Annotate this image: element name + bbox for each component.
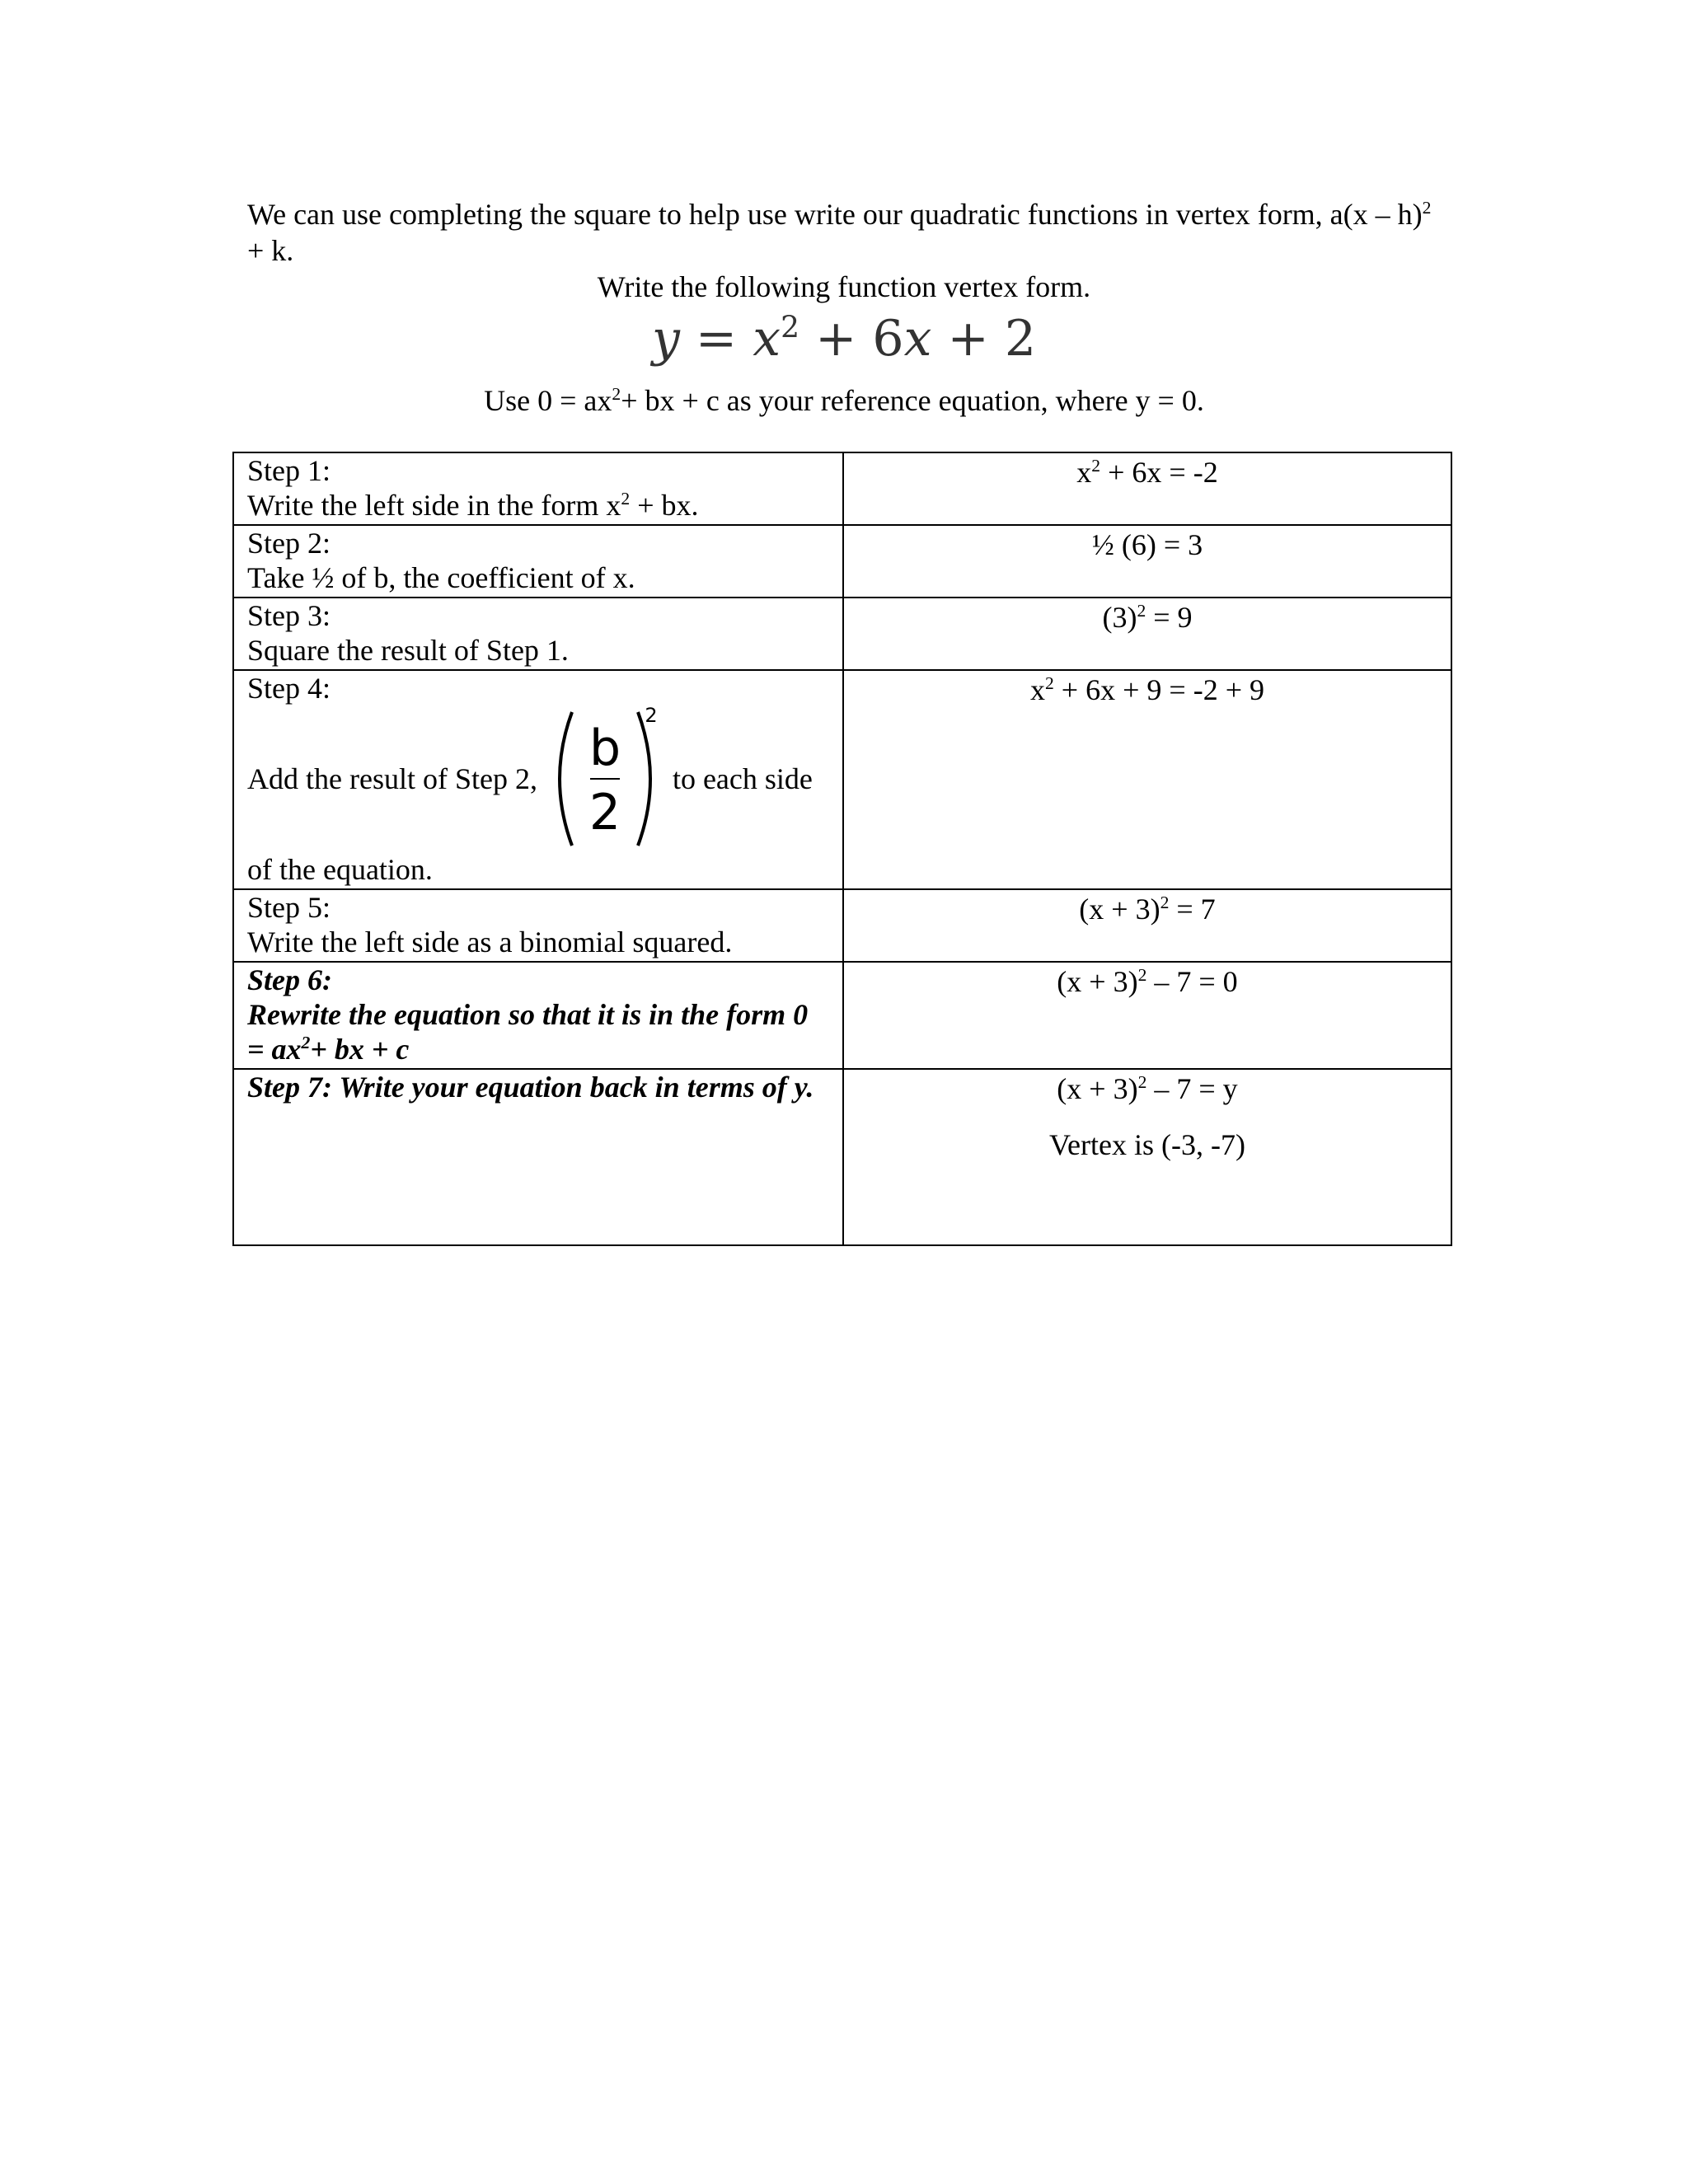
step-text: Write the left side in the form x bbox=[247, 489, 621, 522]
result-exponent: 2 bbox=[1137, 1072, 1147, 1093]
fraction-line bbox=[247, 705, 829, 852]
result-text-end: = 9 bbox=[1146, 601, 1193, 634]
step-text: Write the left side as a binomial squared. bbox=[247, 926, 733, 958]
table-row bbox=[233, 1069, 1451, 1245]
step-title: Step 7: Write your equation back in terms of y. bbox=[247, 1071, 814, 1104]
result-text: (3) bbox=[1102, 601, 1137, 634]
function-equation bbox=[0, 307, 1688, 371]
step-text: Rewrite the equation so that it is in the form 0 = ax bbox=[247, 998, 809, 1066]
eq-x2: x bbox=[903, 310, 932, 368]
result-text-end: + 6x + 9 = -2 + 9 bbox=[1053, 673, 1264, 706]
step-exponent: 2 bbox=[621, 489, 631, 509]
reference-after: + bx + c as your reference equation, where y = 0. bbox=[621, 384, 1204, 417]
step-text-end: to each side bbox=[672, 762, 813, 795]
result-exponent: 2 bbox=[1091, 456, 1101, 476]
result-text: x bbox=[1030, 673, 1045, 706]
eq-y: y bbox=[651, 310, 680, 368]
b-over-2-squared-formula bbox=[547, 705, 663, 852]
step-6-result bbox=[843, 962, 1451, 1069]
result-text: ½ (6) = 3 bbox=[1091, 528, 1203, 561]
result-exponent: 2 bbox=[1137, 601, 1146, 621]
step-3-result bbox=[843, 598, 1451, 670]
step-text: Square the result of Step 1. bbox=[247, 634, 569, 667]
result-text-end: – 7 = y bbox=[1146, 1072, 1238, 1105]
fraction-numerator: b bbox=[588, 719, 621, 777]
table-row bbox=[233, 670, 1451, 889]
step-text: Take ½ of b, the coefficient of x. bbox=[247, 561, 635, 594]
step-5-result bbox=[843, 889, 1451, 962]
step-2-description bbox=[233, 525, 843, 598]
vertex-result: Vertex is (-3, -7) bbox=[1049, 1128, 1245, 1161]
step-1-result bbox=[843, 452, 1451, 525]
step-title: Step 5: bbox=[247, 891, 331, 924]
fraction-exponent: 2 bbox=[645, 705, 658, 727]
eq-equals: = bbox=[679, 310, 753, 368]
step-4-description bbox=[233, 670, 843, 889]
intro-exponent: 2 bbox=[1422, 198, 1432, 218]
table-row bbox=[233, 452, 1451, 525]
right-paren bbox=[638, 712, 650, 846]
eq-term: + 6 bbox=[799, 310, 904, 368]
left-paren bbox=[560, 712, 572, 846]
eq-exponent: 2 bbox=[781, 311, 800, 345]
step-5-description bbox=[233, 889, 843, 962]
result-exponent: 2 bbox=[1160, 893, 1170, 913]
step-title: Step 6: bbox=[247, 963, 332, 996]
result-exponent: 2 bbox=[1137, 965, 1147, 986]
result-text: (x + 3) bbox=[1057, 1072, 1138, 1105]
step-title: Step 2: bbox=[247, 527, 331, 560]
fraction-denominator: 2 bbox=[588, 784, 621, 841]
step-4-result bbox=[843, 670, 1451, 889]
step-exponent: 2 bbox=[301, 1033, 311, 1053]
table-row bbox=[233, 962, 1451, 1069]
reference-before: Use 0 = ax bbox=[484, 384, 612, 417]
intro-text-end: + k. bbox=[247, 234, 294, 267]
step-3-description bbox=[233, 598, 843, 670]
table-row bbox=[233, 598, 1451, 670]
table-row bbox=[233, 525, 1451, 598]
result-text-end: = 7 bbox=[1169, 893, 1216, 926]
intro-text: We can use completing the square to help use write our quadratic functions in vertex form, a(x – h) bbox=[247, 198, 1423, 231]
reference-equation-line bbox=[0, 382, 1688, 419]
step-6-description bbox=[233, 962, 843, 1069]
result-exponent: 2 bbox=[1045, 673, 1054, 694]
table-row bbox=[233, 889, 1451, 962]
result-text-end: – 7 = 0 bbox=[1146, 965, 1238, 998]
eq-constant: + 2 bbox=[931, 310, 1037, 368]
result-text: x bbox=[1076, 456, 1092, 489]
step-2-result bbox=[843, 525, 1451, 598]
result-text: (x + 3) bbox=[1057, 965, 1138, 998]
steps-table bbox=[232, 452, 1452, 1246]
instruction-line: Write the following function vertex form. bbox=[597, 270, 1091, 303]
step-text-end: + bx + c bbox=[310, 1033, 410, 1066]
step-text-continued: of the equation. bbox=[247, 853, 433, 886]
intro-paragraph bbox=[247, 196, 1442, 269]
result-text-end: + 6x = -2 bbox=[1100, 456, 1218, 489]
eq-x: x bbox=[753, 310, 781, 368]
step-title: Step 1: bbox=[247, 454, 331, 487]
step-1-description bbox=[233, 452, 843, 525]
step-text-end: + bx. bbox=[630, 489, 699, 522]
step-7-description bbox=[233, 1069, 843, 1245]
step-title: Step 3: bbox=[247, 599, 331, 632]
step-text: Add the result of Step 2, bbox=[247, 762, 537, 795]
step-7-result bbox=[843, 1069, 1451, 1245]
reference-exponent: 2 bbox=[612, 384, 621, 405]
result-text: (x + 3) bbox=[1079, 893, 1160, 926]
step-title: Step 4: bbox=[247, 672, 331, 705]
